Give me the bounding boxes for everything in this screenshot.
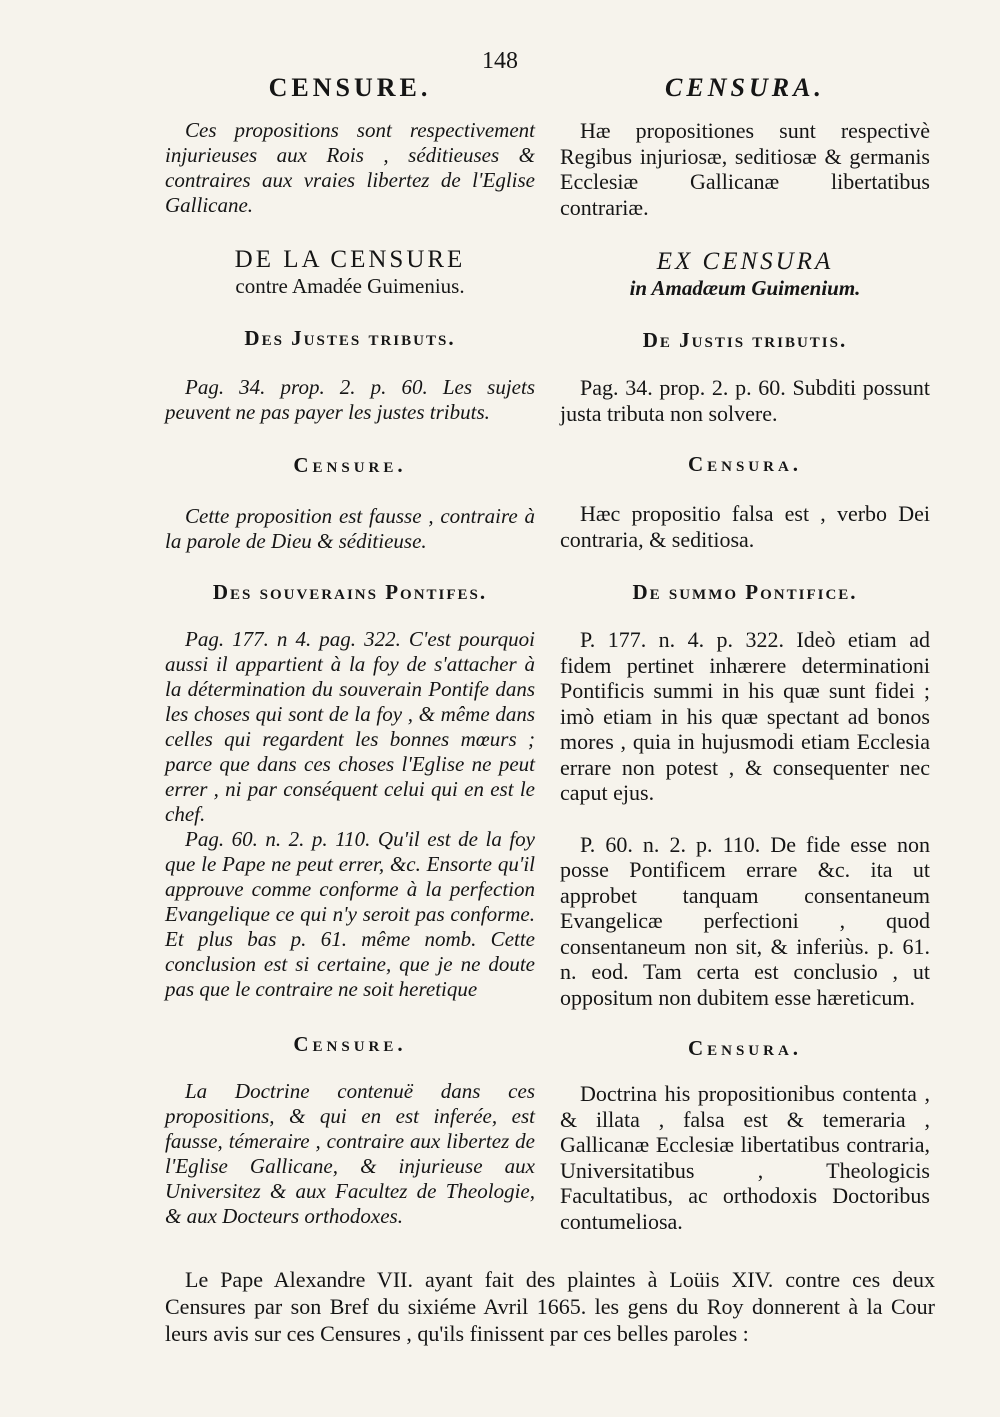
section-subtitle-guimenium: in Amadæum Guimenium. <box>629 276 861 300</box>
paragraph-censure-tributs: Cette proposition est fausse , contraire à la parole de Dieu & séditieuse. <box>165 504 535 553</box>
heading-censura-1: Censura. <box>687 452 803 476</box>
page-number: 148 <box>482 48 518 74</box>
paragraph-censura-tributis: Hæc propositio falsa est , verbo Dei contraria, & seditiosa. <box>560 501 930 552</box>
closing-paragraph-block <box>165 1266 935 1347</box>
heading-justis-tributis: De Justis tributis. <box>642 328 848 352</box>
section-subtitle-guimenius: contre Amadée Guimenius. <box>235 274 465 298</box>
heading-censura-2: Censura. <box>687 1036 803 1060</box>
latin-column <box>560 72 930 1234</box>
paragraph-propositions-injurieuses: Ces propositions sont respectivement injurieuses aux Rois , séditieuses & contraires aux vraies libertez de l'Eglise Gallicane. <box>165 118 535 217</box>
paragraph-pape-alexandre: Le Pape Alexandre VII. ayant fait des plaintes à Loüis XIV. contre ces deux Censures par son Bref du sixiéme Avril 1665. les gens du Roy donnerent à la Cour leurs avis sur ces Censures , qu'ils finissent par ces belles paroles : <box>165 1267 935 1346</box>
section-title-censure-guimenius: DE LA CENSURE <box>234 246 466 273</box>
running-head-french: CENSURE. <box>268 73 432 102</box>
french-column <box>165 72 535 1229</box>
heading-censure-1: Censure. <box>293 453 407 477</box>
paragraph-tributs: Pag. 34. prop. 2. p. 60. Les sujets peuvent ne pas payer les justes tributs. <box>165 375 535 424</box>
paragraph-pontificis-fidei: P. 177. n. 4. p. 322. Ideò etiam ad fidem pertinet inhærere determinationi Pontificis summi in his quæ sunt fidei ; imò etiam in his quæ spectant ad bonos mores , quia in hujusmodi etiam Ecclesia errare non potest , & consequenter nec caput ejus. <box>560 627 930 805</box>
heading-souverains-pontifes: Des souverains Pontifes. <box>212 580 488 604</box>
heading-summo-pontifice: De summo Pontifice. <box>632 580 858 604</box>
heading-censure-2: Censure. <box>293 1032 407 1056</box>
paragraph-pontificem-errare: P. 60. n. 2. p. 110. De fide esse non posse Pontificem errare &c. ita ut approbet tanquam consentaneum Evangelicæ perfectioni , quod consentaneum non sit, & inferiùs. p. 61. n. eod. Tam certa est conclusio , ut oppositum non dubitem esse hæreticum. <box>560 831 930 1010</box>
paragraph-doctrina-censura: Doctrina his propositionibus contenta , & illata , falsa est & temeraria , Gallicanæ Ecclesiæ libertatibus contraria, Universitatibus , Theologicis Facultatibus, ac orthodoxis Doctoribus contumeliosa. <box>560 1081 930 1234</box>
paragraph-subditi: Pag. 34. prop. 2. p. 60. Subditi possunt justa tributa non solvere. <box>560 375 930 426</box>
paragraph-pape-errer: Pag. 60. n. 2. p. 110. Qu'il est de la foy que le Pape ne peut errer, &c. Ensorte qu'il approuve comme conforme à la perfection Evangelique ce qui n'y seroit pas conforme. Et plus bas p. 61. même nomb. Cette conclusion est si certaine, que je ne doute pas que le contraire ne soit heretique <box>165 827 535 1001</box>
running-head-latin: CENSURA. <box>665 73 825 102</box>
paragraph-propositiones-injuriosae: Hæ propositiones sunt respectivè Regibus injuriosæ, seditiosæ & germanis Ecclesiæ Gallicanæ libertatibus contrariæ. <box>560 118 930 220</box>
heading-justes-tributs: Des Justes tributs. <box>244 326 456 350</box>
paragraph-pontife-foy: Pag. 177. n 4. pag. 322. C'est pourquoi aussi il appartient à la foy de s'attacher à la détermination du souverain Pontife dans les choses qui sont de la foy , & même dans celles qui regardent les bonnes mœurs ; parce que dans ces choses l'Eglise ne peut errer , ni par conséquent celui qui en est le chef. <box>165 627 535 826</box>
section-title-ex-censura: EX CENSURA <box>656 248 834 275</box>
paragraph-doctrine-censure: La Doctrine contenuë dans ces propositions, & qui en est inferée, est fausse, témeraire , contraire aux libertez de l'Eglise Gallicane, & injurieuse aux Universitez & aux Facultez de Theologie, & aux Docteurs orthodoxes. <box>165 1079 535 1228</box>
